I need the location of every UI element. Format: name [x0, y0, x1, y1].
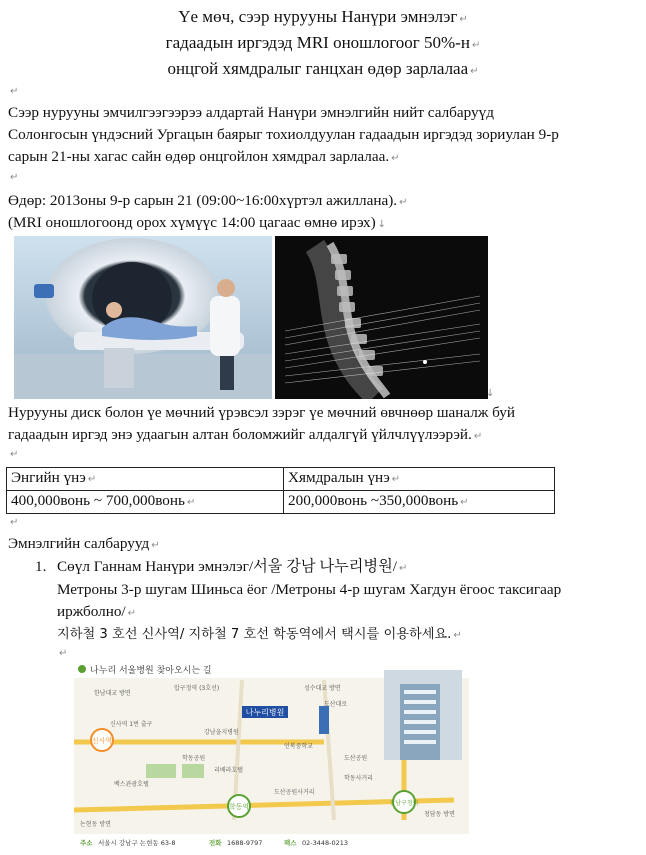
intro-line-3: сарын 21-ны хагас сайн өдөр онцгойлон хямдрал зарлалаа. ↵ — [8, 148, 400, 165]
map-place-label: 언북중학교 — [284, 743, 313, 750]
map-place-label: 한남대교 방면 — [94, 690, 131, 697]
map-place-label: 학동사거리 — [344, 775, 373, 782]
station-label-hakdong: 학동역 — [228, 803, 250, 811]
paragraph-mark: ↵ — [59, 648, 68, 659]
map-place-label: 신사역 1번 출구 — [110, 721, 153, 728]
branch-metro-line-1: Метроны 3-р шугам Шиньса ёог /Метроны 4-р шугам Хагдун ёгоос таксигаар — [57, 581, 562, 598]
address-value: 서울시 강남구 논현동 63-8 — [98, 839, 176, 847]
promo-line-2: гадаадын иргэд энэ удаагын алтан боломжийг алдалгүй үйлчлүүлээрэй. ↵ — [8, 426, 483, 443]
hospital-building-icon — [319, 706, 329, 734]
branch-name-line: Сөүл Ганнам Нанүри эмнэлэг/서울 강남 나누리병원/ ↵ — [57, 558, 408, 575]
intro-line-2: Солонгосын үндэсний Ургацын баярыг тохиолдуулан гадаадын иргэдэд зориулан 9-р — [8, 126, 559, 143]
fax-label: 팩스 — [284, 839, 297, 847]
table-row — [7, 491, 555, 514]
table-header-cell: Энгийн үнэ ↵ — [7, 468, 284, 491]
paragraph-mark: ↵ — [10, 517, 19, 528]
paragraph-mark: ↓ — [486, 388, 495, 399]
spine-mri-image — [275, 236, 488, 399]
map-place-label: 강남을지병원 — [204, 729, 239, 736]
paragraph-mark: ↵ — [10, 86, 19, 97]
map-place-label: 성수대교 방면 — [304, 685, 341, 692]
ct-scanner-photo — [14, 236, 272, 399]
address-label: 주소 — [80, 839, 93, 847]
table-cell: 400,000вонь ~ 700,000вонь ↵ — [7, 491, 284, 514]
table-header-cell: Хямдралын үнэ ↵ — [284, 468, 555, 491]
phone-value: 1688-9797 — [227, 839, 263, 847]
map-place-label: 리베라호텔 — [214, 767, 243, 774]
station-label-gangnamgu: 강남구청역 — [389, 800, 419, 807]
fax-value: 02-3448-0213 — [302, 839, 349, 847]
list-item-number: 1. — [35, 558, 47, 575]
road-label: 논현동 방면 — [80, 821, 111, 828]
price-table — [6, 467, 555, 514]
event-date-line: Өдөр: 2013оны 9-р сарын 21 (09:00~16:00хүртэл ажиллана). ↵ — [8, 192, 408, 209]
branches-heading: Эмнэлгийн салбарууд ↵ — [8, 535, 160, 552]
page-title-line-3: онцгой хямдралыг ганцхан өдөр зарлалаа ↵ — [167, 59, 479, 78]
map-place-label: 청담동 방면 — [424, 811, 455, 818]
promo-line-1: Нурууны диск болон үе мөчний үрэвсэл зэрэг үе мөчний өвчнөөр шаналж буй — [8, 404, 516, 421]
hospital-location-map — [74, 660, 469, 850]
map-place-label: 도산공원 — [344, 755, 368, 762]
park-area — [182, 764, 204, 778]
event-note-line: (MRI оношлогоонд орох хүмүүс 14:00 цагаас өмнө ирэх) ↓ — [8, 214, 387, 231]
map-place-label: 도산대로 — [324, 701, 348, 708]
page-title-line-2: гадаадын иргэдэд MRI оношлогоог 50%-н ↵ — [165, 33, 481, 52]
map-title-bullet-icon — [78, 665, 86, 673]
paragraph-mark: ↵ — [10, 172, 19, 183]
map-place-label: 도산공원사거리 — [274, 789, 315, 796]
branch-korean-line: 지하철 3 호선 신사역/ 지하철 7 호선 학동역에서 택시를 이용하세요. ↵ — [57, 627, 462, 642]
map-title: 나누리 서울병원 찾아오시는 길 — [90, 666, 212, 676]
branch-metro-line-2: иржболно/ ↵ — [57, 603, 137, 620]
paragraph-mark: ↵ — [10, 449, 19, 460]
table-cell: 200,000вонь ~350,000вонь ↵ — [284, 491, 555, 514]
page-title-line-1: Үе мөч, сээр нурууны Нанүри эмнэлэг ↵ — [178, 7, 468, 26]
photo-row — [14, 236, 488, 399]
map-place-label: 학동공원 — [182, 755, 206, 762]
table-header-row — [7, 468, 555, 491]
intro-line-1: Сээр нурууны эмчилгээгээрээ алдартай Нанүри эмнэлгийн нийт салбаруүд — [8, 104, 494, 121]
map-place-label: 압구정역 (3호선) — [174, 685, 220, 692]
map-place-label: 백스관광호텔 — [114, 781, 149, 788]
phone-label: 전화 — [209, 839, 222, 847]
park-area — [146, 764, 176, 778]
hospital-label: 나누리병원 — [245, 708, 285, 717]
station-label-sinsa: 신사역 — [91, 737, 113, 745]
